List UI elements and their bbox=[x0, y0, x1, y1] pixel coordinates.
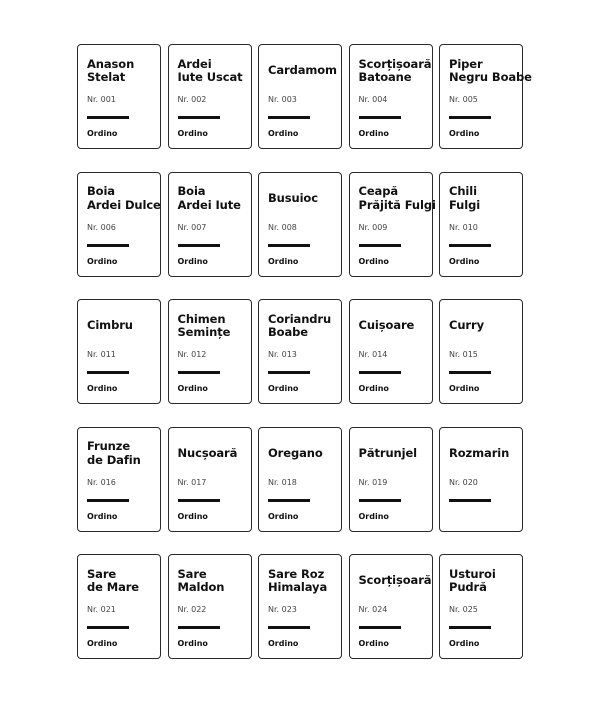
label-number: Nr. 015 bbox=[449, 350, 478, 359]
spice-label bbox=[168, 427, 252, 532]
spice-name bbox=[87, 555, 156, 607]
spice-name bbox=[87, 173, 161, 225]
spice-name-line: de Dafin bbox=[87, 452, 141, 467]
divider-bar bbox=[268, 371, 310, 374]
spice-name-line: Chimen bbox=[177, 311, 226, 326]
spice-name-line: Semințe bbox=[177, 325, 231, 339]
spice-name-line: Sare bbox=[87, 566, 117, 581]
label-number: Nr. 009 bbox=[358, 222, 388, 232]
brand-name: Ordino bbox=[177, 256, 208, 266]
spice-name bbox=[358, 173, 436, 225]
spice-name-line: Iute Uscat bbox=[177, 70, 243, 84]
spice-label bbox=[77, 44, 161, 149]
divider-bar bbox=[178, 626, 220, 629]
label-number: Nr. 011 bbox=[87, 350, 116, 359]
divider-bar bbox=[359, 499, 401, 502]
spice-label bbox=[168, 172, 252, 277]
label-number: Nr. 005 bbox=[449, 95, 478, 104]
spice-name-line: Scorțișoară bbox=[358, 573, 432, 588]
spice-name-line: Sare Roz bbox=[268, 566, 325, 581]
spice-label bbox=[77, 299, 161, 404]
divider-bar bbox=[449, 626, 491, 629]
spice-name-line: Boabe bbox=[268, 325, 308, 339]
label-number: Nr. 019 bbox=[358, 477, 388, 487]
spice-label bbox=[349, 172, 436, 277]
spice-name-line: Rozmarin bbox=[449, 445, 510, 460]
spice-name bbox=[268, 555, 337, 607]
divider-bar bbox=[178, 116, 220, 119]
divider-bar bbox=[359, 116, 401, 119]
spice-name bbox=[178, 45, 247, 97]
spice-name-line: Ardei bbox=[177, 56, 212, 71]
label-number: Nr. 024 bbox=[358, 605, 388, 614]
label-number: Nr. 021 bbox=[87, 605, 116, 614]
spice-label bbox=[349, 427, 433, 532]
spice-label bbox=[258, 299, 342, 404]
divider-bar bbox=[268, 244, 310, 247]
divider-bar bbox=[449, 499, 491, 502]
spice-name-line: Coriandru bbox=[268, 311, 332, 326]
spice-name-line: Cimbru bbox=[87, 318, 133, 333]
label-number: Nr. 012 bbox=[177, 350, 207, 359]
label-number: Nr. 002 bbox=[177, 95, 207, 104]
label-number: Nr. 017 bbox=[177, 477, 207, 487]
divider-bar bbox=[449, 371, 491, 374]
brand-name: Ordino bbox=[87, 384, 118, 393]
brand-name: Ordino bbox=[449, 639, 480, 648]
divider-bar bbox=[268, 499, 310, 502]
label-number: Nr. 010 bbox=[449, 222, 478, 232]
label-number: Nr. 014 bbox=[358, 350, 388, 359]
spice-name-line: Ardei Dulce bbox=[87, 197, 161, 212]
label-number: Nr. 003 bbox=[268, 95, 297, 104]
brand-name: Ordino bbox=[449, 384, 480, 393]
brand-name: Ordino bbox=[177, 639, 208, 648]
brand-name: Ordino bbox=[87, 129, 118, 138]
divider-bar bbox=[178, 371, 220, 374]
label-number: Nr. 006 bbox=[87, 222, 116, 232]
spice-name-line: Prăjită Fulgi bbox=[358, 197, 436, 212]
spice-name bbox=[359, 428, 428, 480]
brand-name: Ordino bbox=[177, 129, 208, 138]
spice-name-line: Batoane bbox=[358, 70, 412, 84]
brand-name: Ordino bbox=[177, 384, 208, 393]
brand-name: Ordino bbox=[449, 256, 480, 266]
spice-name bbox=[358, 45, 432, 97]
spice-name bbox=[449, 173, 518, 225]
label-number: Nr. 025 bbox=[449, 605, 478, 614]
spice-name-line: Maldon bbox=[177, 580, 225, 594]
label-number: Nr. 013 bbox=[268, 350, 297, 359]
spice-label bbox=[77, 427, 161, 532]
spice-label bbox=[439, 44, 532, 149]
spice-label bbox=[349, 554, 433, 659]
label-number: Nr. 022 bbox=[177, 605, 207, 614]
spice-label bbox=[258, 172, 342, 277]
brand-name: Ordino bbox=[358, 511, 389, 521]
spice-name-line: Pătrunjel bbox=[358, 445, 418, 460]
spice-name bbox=[359, 300, 428, 352]
spice-label bbox=[439, 299, 523, 404]
spice-name-line: Usturoi bbox=[449, 566, 496, 581]
divider-bar bbox=[449, 244, 491, 247]
spice-name-line: Curry bbox=[449, 318, 484, 333]
spice-name bbox=[449, 300, 518, 352]
label-number: Nr. 008 bbox=[268, 222, 297, 232]
brand-name: Ordino bbox=[268, 256, 299, 266]
spice-name-line: Ardei Iute bbox=[177, 197, 241, 212]
spice-name bbox=[178, 300, 247, 352]
spice-name-line: Anason bbox=[87, 56, 135, 71]
spice-name-line: Fulgi bbox=[449, 197, 481, 212]
spice-name-line: Boia bbox=[177, 184, 206, 198]
spice-name bbox=[178, 173, 247, 225]
brand-name: Ordino bbox=[268, 511, 299, 521]
divider-bar bbox=[268, 626, 310, 629]
spice-name-line: Boia bbox=[87, 184, 115, 198]
label-number: Nr. 020 bbox=[449, 477, 478, 487]
spice-name-line: Pudră bbox=[449, 580, 487, 594]
divider-bar bbox=[449, 116, 491, 119]
brand-name: Ordino bbox=[177, 511, 208, 521]
spice-name-line: de Mare bbox=[87, 580, 140, 594]
divider-bar bbox=[178, 244, 220, 247]
brand-name: Ordino bbox=[268, 639, 299, 648]
spice-label bbox=[77, 554, 161, 659]
spice-label bbox=[258, 44, 342, 149]
divider-bar bbox=[87, 499, 129, 502]
brand-name: Ordino bbox=[87, 256, 118, 266]
spice-label bbox=[258, 427, 342, 532]
divider-bar bbox=[268, 116, 310, 119]
spice-label bbox=[439, 427, 523, 532]
divider-bar bbox=[359, 244, 401, 247]
brand-name: Ordino bbox=[87, 511, 118, 521]
spice-name bbox=[268, 45, 337, 97]
label-grid bbox=[77, 44, 532, 659]
divider-bar bbox=[359, 626, 401, 629]
brand-name: Ordino bbox=[358, 256, 389, 266]
spice-label bbox=[77, 172, 161, 277]
spice-label bbox=[349, 44, 433, 149]
spice-name bbox=[268, 300, 337, 352]
spice-label bbox=[349, 299, 433, 404]
spice-name bbox=[268, 428, 337, 480]
divider-bar bbox=[178, 499, 220, 502]
label-number: Nr. 016 bbox=[87, 477, 116, 487]
spice-name bbox=[87, 300, 156, 352]
spice-name bbox=[449, 45, 532, 97]
divider-bar bbox=[359, 371, 401, 374]
spice-name bbox=[178, 428, 247, 480]
brand-name: Ordino bbox=[358, 384, 389, 393]
spice-name-line: Frunze bbox=[87, 439, 131, 453]
spice-name-line: Piper bbox=[449, 56, 483, 71]
divider-bar bbox=[87, 244, 129, 247]
spice-name-line: Cardamom bbox=[268, 63, 337, 78]
spice-name-line: Scorțișoară bbox=[358, 56, 432, 71]
spice-name bbox=[358, 555, 432, 607]
spice-name-line: Stelat bbox=[87, 70, 126, 84]
spice-name-line: Cuișoare bbox=[358, 318, 415, 333]
label-number: Nr. 018 bbox=[268, 477, 297, 487]
spice-name-line: Himalaya bbox=[268, 580, 328, 594]
label-number: Nr. 004 bbox=[358, 95, 388, 104]
brand-name: Ordino bbox=[449, 129, 480, 138]
brand-name: Ordino bbox=[87, 639, 118, 648]
label-number: Nr. 001 bbox=[87, 95, 116, 104]
spice-name bbox=[268, 173, 337, 225]
spice-name bbox=[449, 428, 518, 480]
spice-name bbox=[178, 555, 247, 607]
divider-bar bbox=[87, 116, 129, 119]
spice-name-line: Sare bbox=[177, 566, 207, 581]
spice-name-line: Negru Boabe bbox=[449, 70, 532, 84]
brand-name: Ordino bbox=[268, 129, 299, 138]
spice-name-line: Chili bbox=[449, 184, 477, 198]
spice-name bbox=[87, 45, 156, 97]
spice-label bbox=[439, 172, 523, 277]
spice-name-line: Ceapă bbox=[358, 184, 398, 198]
spice-label bbox=[168, 299, 252, 404]
spice-label bbox=[258, 554, 342, 659]
brand-name: Ordino bbox=[358, 129, 389, 138]
spice-name bbox=[87, 428, 156, 480]
divider-bar bbox=[87, 626, 129, 629]
spice-name-line: Busuioc bbox=[268, 190, 318, 205]
spice-name-line: Nucșoară bbox=[177, 445, 238, 460]
label-number: Nr. 023 bbox=[268, 605, 297, 614]
spice-name-line: Oregano bbox=[268, 445, 323, 460]
spice-label bbox=[439, 554, 523, 659]
spice-label bbox=[168, 554, 252, 659]
brand-name: Ordino bbox=[268, 384, 299, 393]
spice-label bbox=[168, 44, 252, 149]
spice-name bbox=[449, 555, 518, 607]
label-number: Nr. 007 bbox=[177, 222, 207, 232]
brand-name: Ordino bbox=[358, 639, 389, 648]
divider-bar bbox=[87, 371, 129, 374]
